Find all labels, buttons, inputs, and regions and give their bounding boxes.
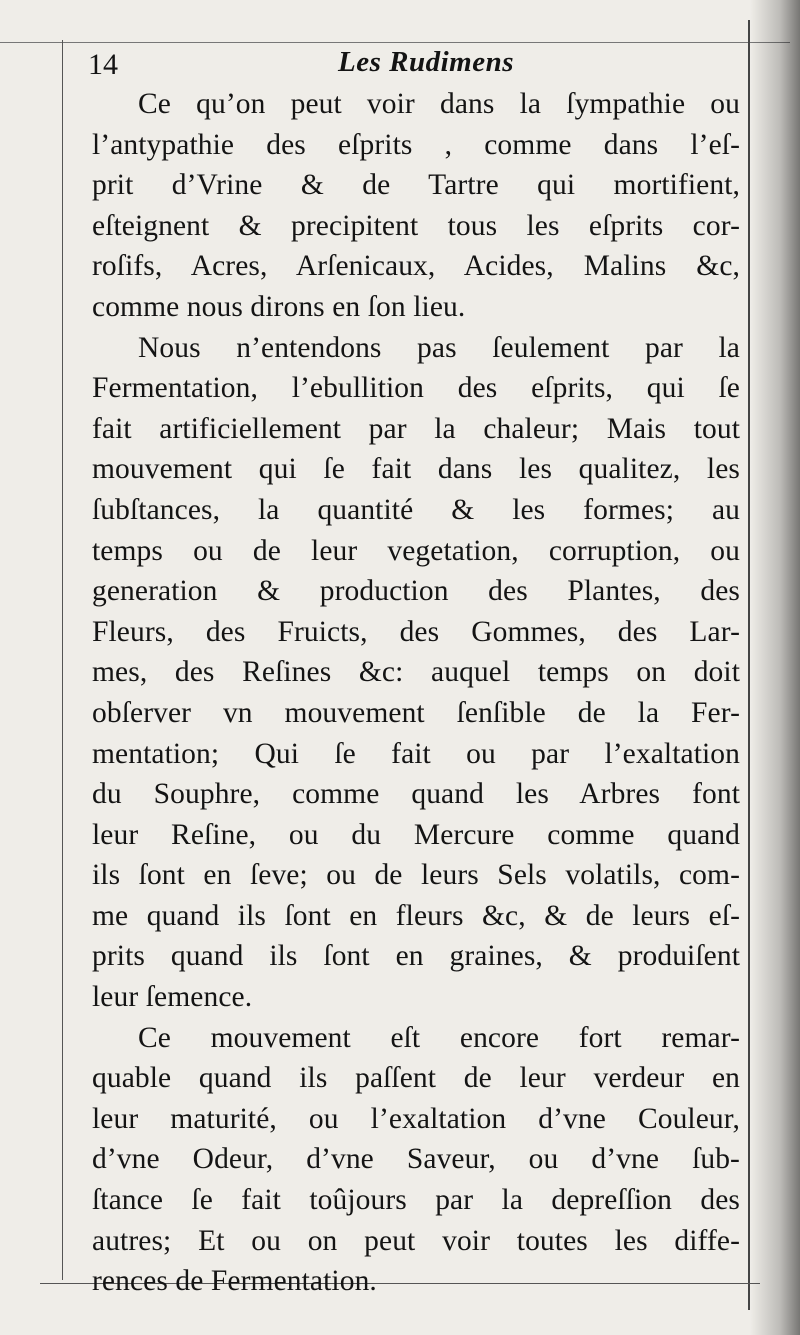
text-line: quable quand ils paſſent de leur verdeur en [92,1062,740,1095]
text-line: d’vne Odeur, d’vne Saveur, ou d’vne ſub- [92,1143,740,1176]
text-line: fait artificiellement par la chaleur; Mais tout [92,412,740,445]
text-line: prit d’Vrine & de Tartre qui mortifient, [92,169,740,202]
text-line: rences de Fermentation. [92,1265,377,1298]
text-line: leur ſemence. [92,981,253,1014]
text-line: mouvement qui ſe fait dans les qualitez, les [92,453,740,486]
text-line: temps ou de leur vegetation, corruption, ou [92,534,740,567]
text-line: roſifs, Acres, Arſenicaux, Acides, Malins &c, [92,250,740,283]
text-line: ſubſtances, la quantité & les formes; au [92,493,740,526]
text-line: mentation; Qui ſe fait ou par l’exaltation [92,737,740,770]
text-line: obſerver vn mouvement ſenſible de la Fer- [92,696,740,729]
text-line: ils ſont en ſeve; ou de leurs Sels volatils, com- [92,859,740,892]
text-line: l’antypathie des eſprits , comme dans l’eſ- [92,128,740,161]
text-line: leur maturité, ou l’exaltation d’vne Couleur, [92,1102,740,1135]
binding-gutter-shadow [750,0,800,1335]
text-line: Fermentation, l’ebullition des eſprits, qui ſe [92,372,740,405]
text-line: du Souphre, comme quand les Arbres font [92,778,740,811]
page-top-rule [0,42,790,43]
text-line: leur Reſine, ou du Mercure comme quand [92,818,740,851]
text-line: eſteignent & precipitent tous les eſprits cor- [92,209,740,242]
page-header [88,44,748,84]
text-line: autres; Et ou on peut voir toutes les diffe- [92,1224,740,1257]
text-line: generation & production des Plantes, des [92,575,740,608]
text-line: prits quand ils ſont en graines, & produiſent [92,940,740,973]
page-number: 14 [88,48,118,81]
text-line: ſtance ſe fait toûjours par la depreſſion des [92,1184,740,1217]
text-line: Fleurs, des Fruicts, des Gommes, des Lar- [92,615,740,648]
text-line: comme nous dirons en ſon lieu. [92,290,466,323]
page-left-rule [62,40,63,1280]
text-line: me quand ils ſont en fleurs &c, & de leurs eſ- [92,899,740,932]
body-text [92,84,740,1302]
text-line: mes, des Reſines &c: auquel temps on doit [92,656,740,689]
text-line: Ce mouvement eſt encore fort remar- [138,1021,740,1054]
text-line: Nous n’entendons pas ſeulement par la [138,331,740,364]
running-title: Les Rudimens [338,46,514,78]
text-line: Ce qu’on peut voir dans la ſympathie ou [138,88,740,120]
